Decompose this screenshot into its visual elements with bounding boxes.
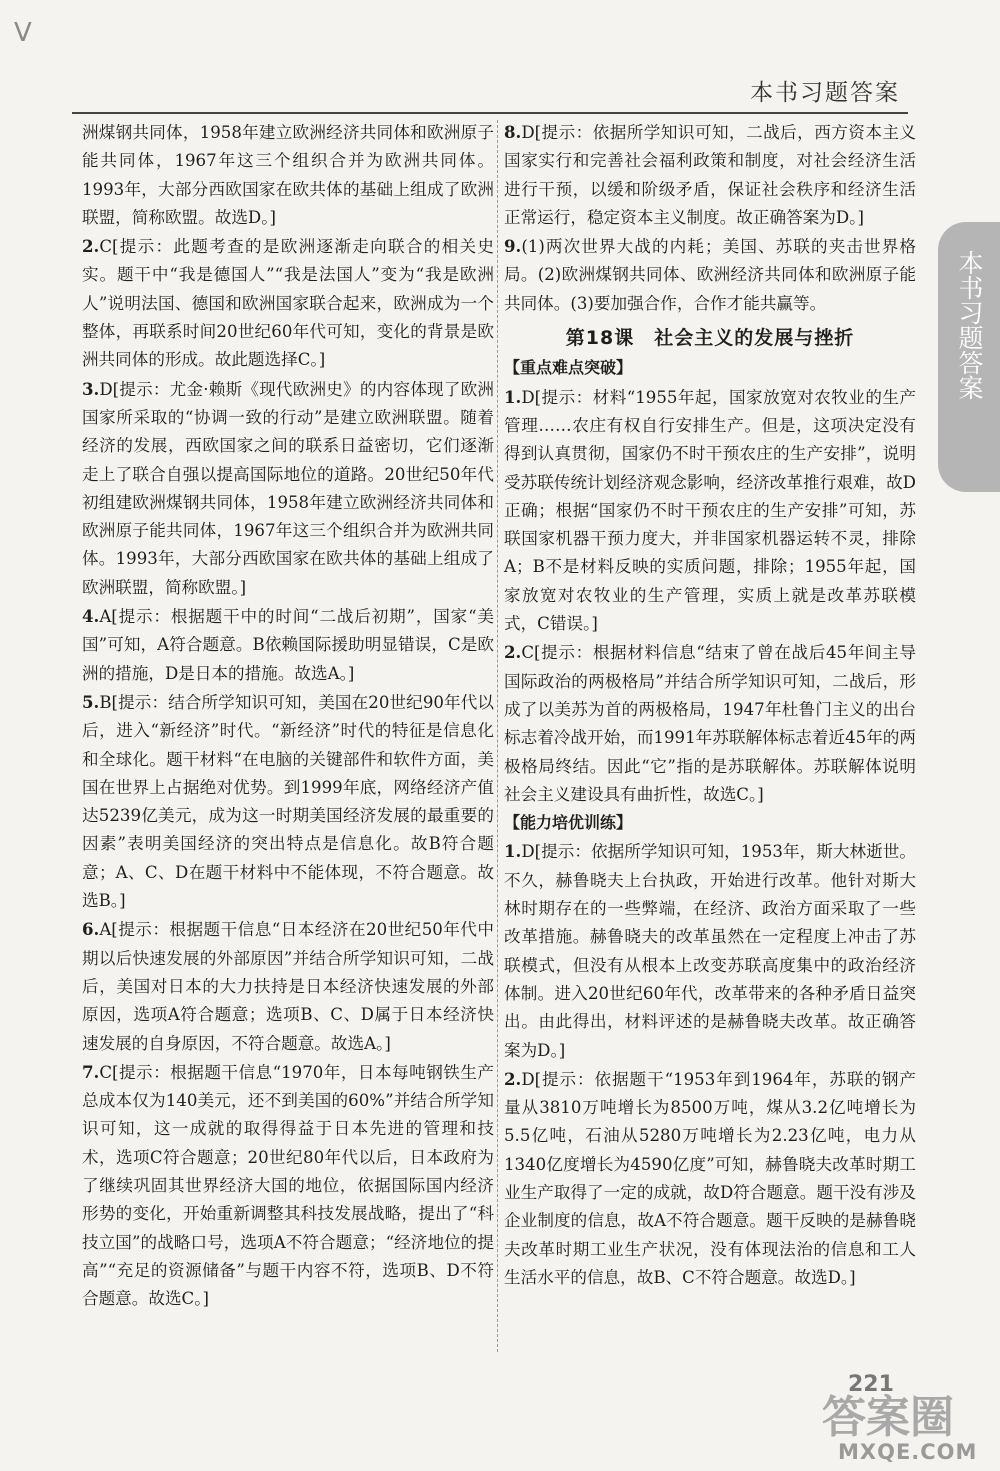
answer-item: 5.B[提示：结合所学知识可知，美国在20世纪90年代以后，进入“新经济”时代。“新经济”时代的特征是信息化和全球化。题干材料“在电脑的关键部件和软件方面，美国在世界上占据绝对优势。到1999年底，网络经济产值达5239亿美元，成为这一时期美国经济发展的最重要的因素”表明美国经济的突出特点是信息化。故B符合题意；A、C、D在题干材料中不能体现，不符合题意。故选B。] bbox=[82, 691, 494, 911]
section-heading: 【能力培优训练】 bbox=[504, 813, 633, 833]
answer-item: 1.D[提示：依据所学知识可知，1953年，斯大林逝世。不久，赫鲁晓夫上台执政，开始进行改革。他针对斯大林时期存在的一些弊端，在经济、政治方面采取了一些改革措施。赫鲁晓夫的改革虽然在一定程度上冲击了苏联模式，但没有从根本上改变苏联高度集中的政治经济体制。进入20世纪60年代，改革带来的各种矛盾日益突出。由此得出，材料评述的是赫鲁晓夫改革。故正确答案为D。] bbox=[504, 841, 916, 1060]
answer-item: 2.D[提示：依据题干“1953年到1964年，苏联的钢产量从3810万吨增长为8500万吨，煤从3.2亿吨增长为5.5亿吨，石油从5280万吨增长为2.23亿吨，电力从1340亿度增长为4590亿度”可知，赫鲁晓夫改革时期工业生产取得了一定的成就，故D符合题意。题干没有涉及企业制度的信息，故A不符合题意。题干反映的是赫鲁晓夫改革时期工业生产状况，没有体现法治的信息和工人生活水平的信息，故B、C不符合题意。故选D。] bbox=[504, 1068, 916, 1287]
watermark-logo bbox=[822, 1388, 990, 1442]
answer-item: 1.D[提示：材料“1955年起，国家放宽对农牧业的生产管理……农庄有权自行安排生产。但是，这项决定没有得到认真贯彻，国家仍不时干预农庄的生产安排”，说明受苏联传统计划经济观念影响，经济改革推行艰难，故D正确；根据“国家仍不时干预农庄的生产安排”可知，苏联国家机器干预力度大，并非国家机器运转不灵，排除A；B不是材料反映的实质问题，排除；1955年起，国家放宽对农牧业的生产管理，实质上就是改革苏联模式，C错误。] bbox=[504, 386, 916, 634]
header-title: 本书习题答案 bbox=[750, 80, 900, 106]
lesson-title: 第18课 社会主义的发展与挫折 bbox=[565, 327, 855, 350]
column-divider bbox=[497, 120, 499, 1352]
answer-item: 3.D[提示：尤金·赖斯《现代欧洲史》的内容体现了欧洲国家所采取的“协调一致的行动”是建立欧洲联盟。随着经济的发展，西欧国家之间的联系日益密切，它们逐渐走上了联合自强以提高国际地位的道路。20世纪50年代初组建欧洲煤钢共同体，1958年建立欧洲经济共同体和欧洲原子能共同体，1967年这三个组织合并为欧洲共同体。1993年，大部分西欧国家在欧共体的基础上组成了欧洲联盟，简称欧盟。] bbox=[82, 378, 494, 597]
answer-item: 6.A[提示：根据题干信息“日本经济在20世纪50年代中期以后快速发展的外部原因”并结合所学知识可知，二战后，美国对日本的大力扶持是日本经济快速发展的外部原因，选项A符合题意；选项B、C、D属于日本经济快速发展的自身原因，不符合题意。故选A。] bbox=[82, 919, 494, 1053]
answer-item: 洲煤钢共同体，1958年建立欧洲经济共同体和欧洲原子能共同体，1967年这三个组织合并为欧洲共同体。1993年，大部分西欧国家在欧共体的基础上组成了欧洲联盟，简称欧盟。故选D。] bbox=[82, 123, 494, 227]
watermark-url: MXQE.COM bbox=[838, 1440, 978, 1464]
answer-item: 8.D[提示：依据所学知识可知，二战后，西方资本主义国家实行和完善社会福利政策和制度，对社会经济生活进行干预，以缓和阶级矛盾，保证社会秩序和经济生活正常运行，稳定资本主义制度。故正确答案为D。] bbox=[504, 122, 916, 227]
answer-item: 2.C[提示：此题考查的是欧洲逐渐走向联合的相关史实。题干中“我是德国人”“我是法国人”变为“我是欧洲人”说明法国、德国和欧洲国家联合起来，欧洲成为一个整体，再联系时间20世纪60年代可知，变化的背景是欧洲共同体的形成。故此题选择C。] bbox=[82, 236, 494, 370]
answer-item: 2.C[提示：根据材料信息“结束了曾在战后45年间主导国际政治的两极格局”并结合所学知识可知，二战后，形成了以美苏为首的两极格局，1947年杜鲁门主义的出台标志着冷战开始，而1991年苏联解体标志着近45年的两极格局终结。因此“它”指的是苏联解体。苏联解体说明社会主义建设具有曲折性，故选C。] bbox=[504, 642, 916, 804]
side-tab[interactable] bbox=[938, 222, 1000, 492]
right-column bbox=[504, 118, 916, 1292]
header-rule bbox=[72, 112, 908, 114]
answer-item: 4.A[提示：根据题干中的时间“二战后初期”，国家“美国”可知，A符合题意。B依赖国际援助明显错误，C是欧洲的措施，D是日本的措施。故选A。] bbox=[82, 606, 494, 683]
watermark-logo-text: 答案圈 bbox=[822, 1392, 954, 1442]
corner-mark: V bbox=[14, 18, 32, 48]
side-tab-label: 本书习题答案 bbox=[955, 250, 984, 400]
page-number: 221 bbox=[848, 1372, 894, 1397]
left-column bbox=[82, 118, 494, 1313]
section-heading: 【重点难点突破】 bbox=[504, 358, 633, 378]
answer-item: 9.(1)两次世界大战的内耗；美国、苏联的夹击世界格局。(2)欧洲煤钢共同体、欧洲经济共同体和欧洲原子能共同体。(3)要加强合作，合作才能共赢等。 bbox=[504, 236, 916, 313]
answer-item: 7.C[提示：根据题干信息“1970年，日本每吨钢铁生产总成本仅为140美元，还不到美国的60%”并结合所学知识可知，这一成就的取得得益于日本先进的管理和技术，选项C符合题意；20世纪80年代以后，日本政府为了继续巩固其世界经济大国的地位，依据国际国内经济形势的变化，开始重新调整其科技发展战略，提出了“科技立国”的战略口号，选项A不符合题意；“经济地位的提高”“充足的资源储备”与题干内容不符，选项B、D不符合题意。故选C。] bbox=[82, 1061, 494, 1309]
